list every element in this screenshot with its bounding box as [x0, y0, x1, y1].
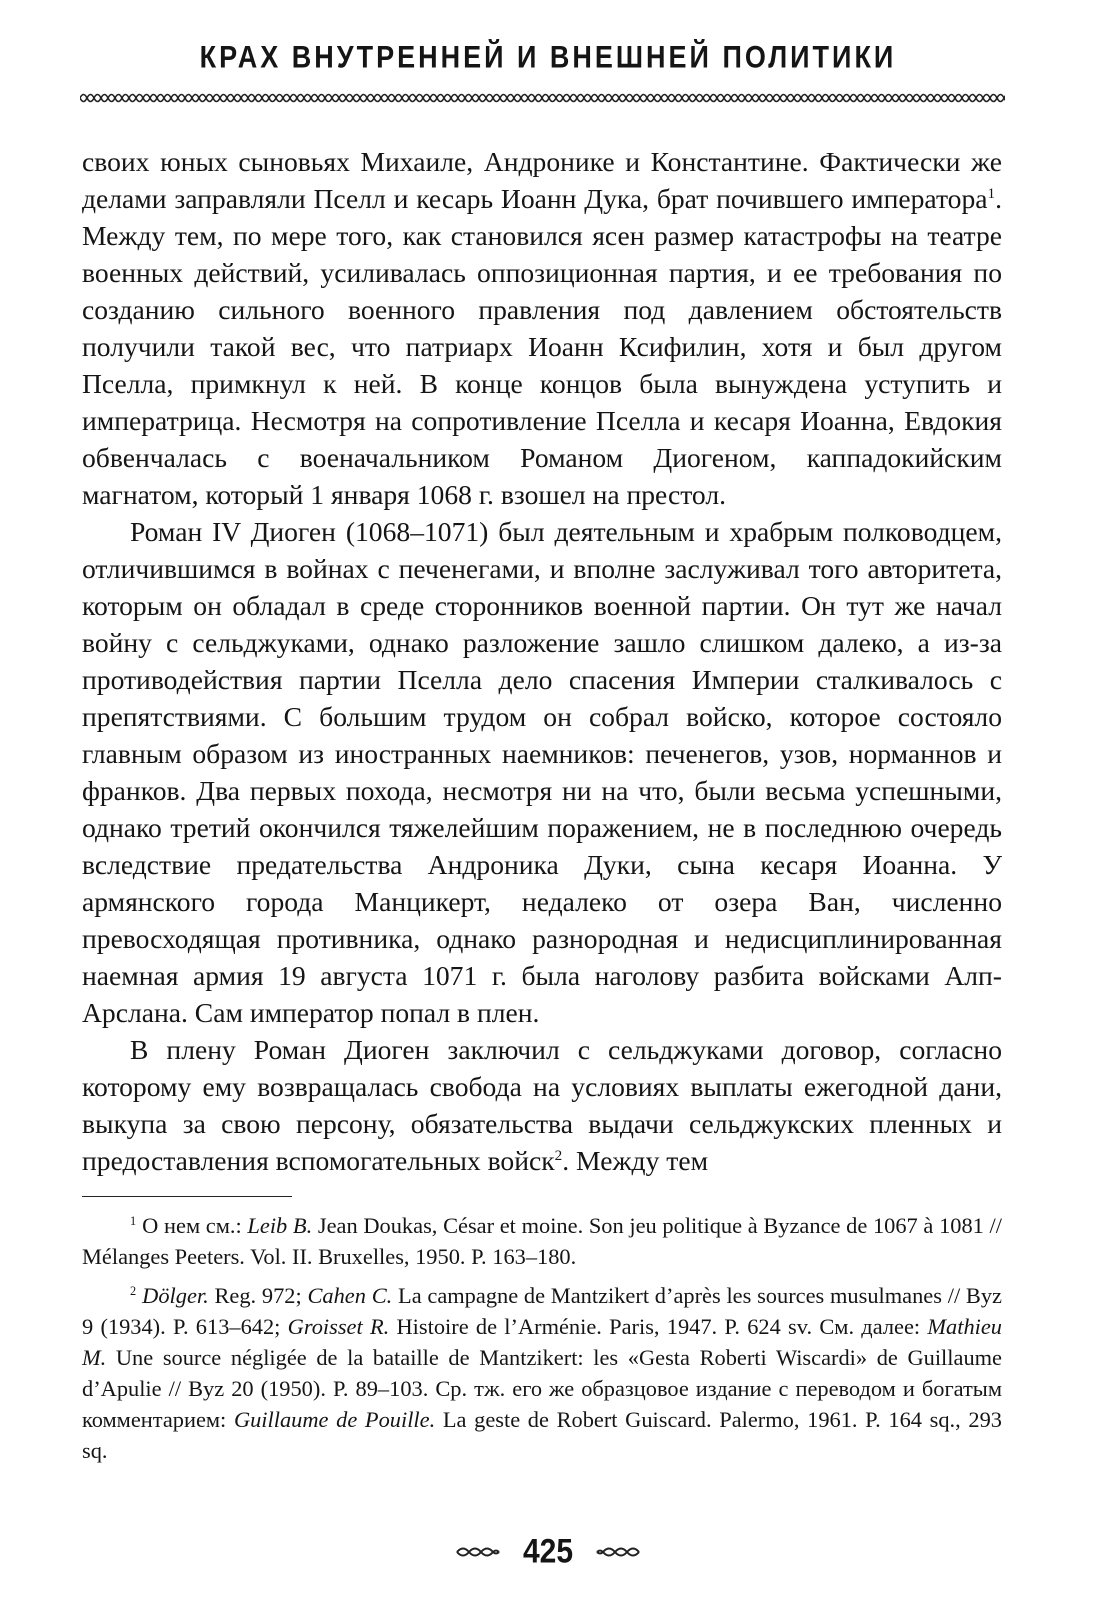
footnotes [82, 1210, 1002, 1474]
paragraph-2: Роман IV Диоген (1068–1071) был деятельным и храбрым полководцем, отличившимся в войнах с печенегами, и вполне заслуживал того авторитета, которым он обладал в среде сторонников военной партии. Он тут же начал войну с сельджуками, однако разложение зашло слишком далеко, а из-за противодействия партии Пселла дело спасения Империи сталкивалось с препятствиями. С большим трудом он собрал войско, которое состояло главным образом из иностранных наемников: печенегов, узов, норманнов и франков. Два первых похода, несмотря ни на что, были весьма успешными, однако третий окончился тяжелейшим поражением, не в последнюю очередь вследствие предательства Андроника Дуки, сына кесаря Иоанна. У армянского города Манцикерт, недалеко от озера Ван, численно превосходящая противника, однако разнородная и недисциплинированная наемная армия 19 августа 1071 г. была наголову разбита войсками Алп-Арслана. Сам император попал в плен. [82, 516, 1002, 1028]
footnote-2-segment: Groisset R. [287, 1314, 390, 1339]
footnote-2-segment: Mathieu M. [82, 1314, 1002, 1370]
paragraph-3: В плену Роман Диоген заключил с сельджуками договор, согласно которому ему возвращалась свобода на условиях выплаты ежегодной дани, выкупа за свою персону, обязательства выдачи сельджукских пленных и предоставления вспомогательных войск$^2$. Между тем [82, 1034, 1002, 1176]
left-ornament-icon [455, 1544, 501, 1560]
footnote-2-segment: Dölger. [142, 1283, 209, 1308]
page-number: 425 [522, 1532, 574, 1571]
footnote-2-segment: La geste de Robert Guiscard. Palermo, 1961. P. 164 sq., 293 sq. [82, 1407, 1002, 1463]
ornamental-border [80, 90, 1005, 106]
main-text [82, 143, 1002, 1179]
footnote-1-text [82, 1213, 1002, 1269]
footnote-2: $^2$ Dölger. Reg. 972; Cahen C. La campagne de Mantzikert d’après les sources musulmanes // Byz 9 (1934). P. 613–642; Groisset R. Histoire de l’Arménie. Paris, 1947. P. 624 sv. См. далее: Mathieu M. Une source négligée de la bataille de Mantzikert: les «Gesta Roberti Wiscardi» de Guillaume d’Apulie // Byz 20 (1950). P. 89–103. Ср. тж. его же образцовое издание с переводом и богатым комментарием: Guillaume de Pouille. La geste de Robert Guiscard. Palermo, 1961. P. 164 sq., 293 sq. [82, 1283, 1002, 1463]
footnote-2-segment: Une source négligée de la bataille de Mantzikert: les «Gesta Roberti Wiscardi» de Guillaume d’Apulie // Byz 20 (1950). P. 89–103. Ср. тж. его же образцовое издание с переводом и богатым комментарием: [82, 1345, 1002, 1432]
footnote-ref-2[interactable]: 2 [554, 1146, 563, 1164]
footnote-ref-1[interactable]: 1 [987, 184, 996, 202]
footnote-2-segment: La campagne de Mantzikert d’après les sources musulmanes // Byz 9 (1934). P. 613–642; [82, 1283, 1002, 1339]
running-head: КРАХ ВНУТРЕННЕЙ И ВНЕШНЕЙ ПОЛИТИКИ [199, 39, 897, 75]
footnote-2-segment: Guillaume de Pouille. [233, 1407, 436, 1432]
footnote-2-segment: Cahen C. [307, 1283, 393, 1308]
footnote-1-segment: Leib B. [247, 1213, 313, 1238]
footnote-1-segment: О нем см.: [142, 1213, 248, 1238]
page-footer [0, 1532, 1096, 1571]
paragraph-1: своих юных сыновьях Михаиле, Андронике и Константине. Фактически же делами заправляли Пселл и кесарь Иоанн Дука, брат почившего императора$^1$. Между тем, по мере того, как становился ясен размер катастрофы на театре военных действий, усиливалась оппозиционная партия, и ее требования по созданию сильного военного правления под давлением обстоятельств получили такой вес, что патриарх Иоанн Ксифилин, хотя и был другом Пселла, примкнул к ней. В конце концов была вынуждена уступить и императрица. Несмотря на сопротивление Пселла и кесаря Иоанна, Евдокия обвенчалась с военачальником Романом Диогеном, каппадокийским магнатом, который 1 января 1068 г. взошел на престол. [82, 146, 1002, 510]
right-ornament-icon [595, 1544, 641, 1560]
footnote-separator [82, 1196, 292, 1197]
footnote-2-text [82, 1283, 1002, 1463]
footnote-2-segment: Reg. 972; [208, 1283, 308, 1308]
footnote-1-segment: Jean Doukas, César et moine. Son jeu politique à Byzance de 1067 à 1081 // Mélanges Peeters. Vol. II. Bruxelles, 1950. P. 163–180. [82, 1213, 1002, 1269]
footnote-1: $^1$ О нем см.: Leib B. Jean Doukas, César et moine. Son jeu politique à Byzance de 1067 à 1081 // Mélanges Peeters. Vol. II. Bruxelles, 1950. P. 163–180. [82, 1213, 1002, 1269]
footnote-2-segment: Histoire de l’Arménie. Paris, 1947. P. 624 sv. См. далее: [389, 1314, 928, 1339]
